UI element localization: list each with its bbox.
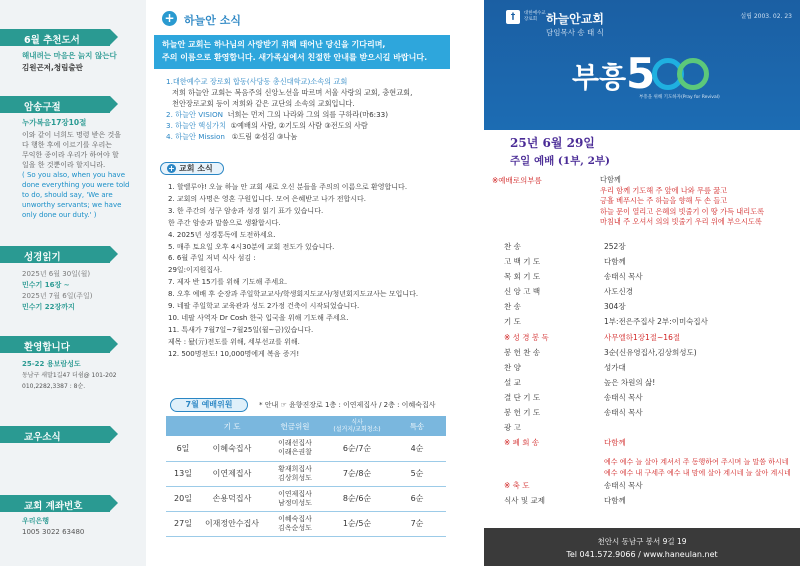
table-cell: 4순 <box>388 436 446 461</box>
table-cell: 7순 <box>388 511 446 536</box>
order-value: 높은 차원의 삶! <box>604 377 656 387</box>
table-row <box>166 486 446 511</box>
order-label: 목 회 기 도 <box>504 272 541 282</box>
welcome-line-1: 하늘안 교회는 하나님의 사랑받기 위해 태어난 당신을 기다리며, <box>162 40 386 49</box>
order-label: ※ 축 도 <box>504 481 530 490</box>
welcome-line-2: 주의 이름으로 환영합니다. 새가족실에서 친절한 안내를 받으시길 바랍니다. <box>162 53 428 62</box>
order-label: 찬 양 <box>504 362 521 372</box>
table-cell: 1순/5순 <box>326 511 388 536</box>
hymn-line: 예수 예수 내 구세주 예수 내 맘에 살아 계시네 늘 살아 계시네 <box>604 468 791 477</box>
reading-start-date: 2025년 6월 30일(월) <box>22 270 91 278</box>
order-of-worship <box>492 239 792 450</box>
closing-hymn-text <box>604 457 796 478</box>
memory-verse-en-2: done everything you were told <box>22 181 130 189</box>
order-value: 다함께 <box>604 496 626 506</box>
memory-verse-ko-1: 이와 같이 너희도 명령 받은 것을 <box>22 131 122 139</box>
member-news-title: 교우소식 <box>0 426 110 443</box>
church-news-title: 교회 소식 <box>179 164 213 173</box>
news-item: 7. 제자 반 15기를 위해 기도해 주세요. <box>168 278 288 287</box>
news-item: 12. 500명전도! 10,000명에게 복음 증거! <box>168 349 300 358</box>
vision-text: 너희는 먼저 그의 나라와 그의 의를 구하라(마6:33) <box>227 110 389 119</box>
values-text: ①예배의 사람, ②기도의 사람 ③전도의 사람 <box>230 121 368 130</box>
church-footer <box>484 528 800 566</box>
news-item: 5. 매주 토요일 오후 4시30분에 교회 전도가 있습니다. <box>168 242 335 251</box>
order-label: 봉 헌 기 도 <box>504 408 541 418</box>
denomination-line: 1.대한예수교 장로회 합동(사당동 총신대학교)소속의 교회 <box>166 77 348 86</box>
table-cell: 이연제집사 남정미성도 <box>264 486 326 511</box>
fellowship-row <box>492 493 792 508</box>
order-row <box>492 314 792 329</box>
left-sidebar <box>0 0 146 566</box>
table-cell: 6순 <box>388 486 446 511</box>
revival-subtitle: 부흥을 위해 기도하자(Pray for Revival) <box>639 95 720 100</box>
table-cell: 6일 <box>166 436 200 461</box>
order-label: 찬 송 <box>504 302 521 312</box>
news-item: 제목 : 돬(亓)전도를 위해, 세부선교를 위해. <box>168 337 300 346</box>
table-cell: 20일 <box>166 486 200 511</box>
table-cell: 황재희집사 김상희성도 <box>264 461 326 486</box>
account-number: 1005 3022 63480 <box>22 528 85 536</box>
news-item: 1. 할렐루야! 오늘 하늘 안 교회 새로 오신 분들을 주의의 이름으로 환영합니다. <box>168 183 408 191</box>
order-row <box>492 284 792 299</box>
table-row <box>166 436 446 461</box>
call-line: 마침내 주 오셔서 의의 빗줄기 우리 위에 부으시도록 <box>600 217 762 227</box>
table-cell: 이재정안수집사 <box>200 511 264 536</box>
recommended-book-title: 6월 추천도서 <box>0 29 110 46</box>
newcomer-name: 25-22 용보람성도 <box>22 360 81 368</box>
church-logo-icon: † <box>506 10 520 24</box>
order-value: 252장 <box>604 242 626 251</box>
newcomer-phone: 010,2282,3387 : 8순. <box>22 383 86 390</box>
order-row <box>492 330 792 345</box>
book-author: 김원곤저,청림출판 <box>22 63 83 72</box>
order-value: 송태식 목사 <box>604 272 643 282</box>
memory-verse-en-3: to do, should say, 'We are <box>22 191 113 199</box>
call-line: 하늘 문이 열리고 은혜의 빗줄기 이 땅 가득 내리도록 <box>600 206 765 216</box>
order-row <box>492 435 792 450</box>
table-cell: 13일 <box>166 461 200 486</box>
col-header: 특송 <box>388 416 446 436</box>
order-row <box>492 254 792 269</box>
mission-text: ①드림 ②섬김 ③나눔 <box>231 132 298 141</box>
memory-verse-en-4: unworthy servants; we have <box>22 201 122 209</box>
news-item: 6. 6월 주일 저녁 식사 섬김 : <box>168 254 256 263</box>
table-cell: 6순/7순 <box>326 436 388 461</box>
order-row <box>492 345 792 360</box>
church-info <box>166 76 476 142</box>
table-cell: 5순 <box>388 461 446 486</box>
order-value: 송태식 목사 <box>604 481 643 490</box>
call-to-worship-label: ※예배로의부름 <box>492 176 542 185</box>
call-line: 우리 함께 기도해 주 앞에 나와 무릎 꿇고 <box>600 185 728 195</box>
zero-ring-icon <box>677 58 709 90</box>
church-address: 천안시 동남구 봉서 9길 19 <box>597 537 687 546</box>
table-cell: 이래선집사 이래은권찰 <box>264 436 326 461</box>
order-value: 다함께 <box>604 257 626 267</box>
worship-roster-table <box>166 416 446 537</box>
col-header: 기 도 <box>200 416 264 436</box>
denomination-small: 대한예수교 장로회 <box>524 11 546 22</box>
closing-order <box>492 478 792 508</box>
revival-number: 5 <box>626 49 654 98</box>
order-row <box>492 420 792 435</box>
welcome-title: 환영합니다 <box>0 336 110 353</box>
denomination-desc-2: 천안장로교회 등이 저희와 같은 교단의 소속의 교회입니다. <box>172 99 355 108</box>
roster-title: 7월 예배위원 <box>170 398 248 412</box>
news-item: 29일:이지원집사. <box>168 266 223 275</box>
reading-end-date: 2025년 7월 6일(주일) <box>22 292 93 300</box>
reading-start-chapter: 민수기 16장 ~ <box>22 281 70 289</box>
church-name: 하늘안교회 <box>546 12 604 26</box>
order-label: 설 교 <box>504 377 521 387</box>
table-row <box>166 511 446 536</box>
order-row <box>492 390 792 405</box>
table-cell: 27일 <box>166 511 200 536</box>
memory-verse-ko-2: 다 행한 후에 이르기를 우리는 <box>22 141 113 149</box>
memory-verse-title: 암송구절 <box>0 96 110 113</box>
denomination-desc-1: 저희 하늘안 교회는 복음주의 신앙노선을 따르며 서울 사랑의 교회, 충현교회, <box>172 88 413 97</box>
book-title: 해내려는 마음은 늙지 않는다 <box>22 51 117 60</box>
call-first-line: 다함께 <box>600 175 621 184</box>
values-label: 3. 하늘안 핵심가치 <box>166 121 227 130</box>
news-item: 한 주간 암송과 말씀으로 생활합시다. <box>168 218 281 227</box>
order-row <box>492 405 792 420</box>
table-cell: 이혜숙집사 김옥순성도 <box>264 511 326 536</box>
service-date: 25년 6월 29일 <box>510 136 595 150</box>
table-cell: 8순/6순 <box>326 486 388 511</box>
table-cell: 7순/8순 <box>326 461 388 486</box>
news-item: 10. 네팔 사역자 Dr Cosh 한국 입국을 위해 기도해 주세요. <box>168 313 349 322</box>
order-value: 다함께 <box>604 438 626 448</box>
call-to-worship-text <box>600 175 796 228</box>
order-row <box>492 375 792 390</box>
table-header-row <box>166 416 446 436</box>
order-label: ※ 폐 회 송 <box>504 438 540 448</box>
cover-header <box>484 0 800 130</box>
order-value: 304장 <box>604 302 626 312</box>
order-label: 신 앙 고 백 <box>504 287 541 297</box>
benediction-row <box>492 478 792 493</box>
news-item: 8. 오후 예배 후 순장과 주일학교교사/학생회지도교사/청년회지도교사는 모입니다. <box>168 290 419 299</box>
order-label: ※ 성 경 봉 독 <box>504 332 549 342</box>
order-label: 결 단 기 도 <box>504 392 541 402</box>
service-name: 주일 예배 (1부, 2부) <box>510 155 611 167</box>
news-item: 9. 네팔 주일학교 교육관과 성도 2가정 건축이 시작되었습니다. <box>168 302 360 311</box>
order-label: 봉 헌 찬 송 <box>504 347 541 357</box>
pastor-name: 담임목사 송 태 식 <box>546 28 604 37</box>
reading-end-chapter: 민수기 22장까지 <box>22 303 75 311</box>
col-header: 헌금위원 <box>264 416 326 436</box>
account-title: 교회 계좌번호 <box>0 495 110 512</box>
welcome-banner <box>154 35 450 69</box>
founding-date: 설립 2003. 02. 23 <box>740 13 792 20</box>
vision-label: 2. 하늘안 VISION <box>166 110 224 119</box>
mission-label: 4. 하늘안 Mission <box>166 132 225 141</box>
news-heading: 하늘안 소식 <box>184 14 241 27</box>
order-row <box>492 269 792 284</box>
bank-name: 우리은행 <box>22 517 50 525</box>
memory-verse-en-5: only done our duty.' ) <box>22 211 97 219</box>
order-row <box>492 299 792 314</box>
call-line: 긍휼 베푸시는 주 하늘을 향해 두 손 들고 <box>600 196 728 206</box>
col-header <box>166 416 200 436</box>
order-label: 찬 송 <box>504 242 521 251</box>
order-label: 광 고 <box>504 423 521 433</box>
table-cell: 이연제집사 <box>200 461 264 486</box>
order-label: 기 도 <box>504 317 521 327</box>
col-header: 식사 (설거지/교회청소) <box>326 416 388 436</box>
memory-verse-en-1: ( So you also, when you have <box>22 171 126 179</box>
memory-verse-ref: 누가복음17장10절 <box>22 118 87 127</box>
news-item: 11. 특새가 7월7일~7월25일(월~금)있습니다. <box>168 325 314 334</box>
news-item: 2. 교회의 사명은 영혼 구원입니다. 모여 은혜받고 나가 전합시다. <box>168 194 366 203</box>
order-label: 고 백 기 도 <box>504 257 541 267</box>
revival-title: 부흥 <box>572 61 627 94</box>
order-value: 성가대 <box>604 362 626 372</box>
church-contact: Tel 041.572.9066 / www.haneulan.net <box>566 550 718 559</box>
plus-icon: + <box>168 164 175 173</box>
table-cell: 손용덕집사 <box>200 486 264 511</box>
memory-verse-ko-3: 무익한 종이라 우리가 하여야 할 <box>22 151 119 159</box>
order-value: 1부:전은주집사 2부:이미숙집사 <box>604 317 708 327</box>
order-value: 3순(신유영집사,김상희성도) <box>604 347 697 357</box>
order-value: 송태식 목사 <box>604 392 643 402</box>
cover-column <box>484 0 800 566</box>
order-row <box>492 239 792 254</box>
news-item: 3. 한 주간의 성구 암송과 성경 읽기 표가 있습니다. <box>168 206 324 215</box>
order-label: 식사 및 교제 <box>504 496 545 506</box>
roster-note: * 안내 ☞ 윤향진장로 1층 : 이연제집사 / 2층 : 이혜숙집사 <box>259 401 436 409</box>
order-value: 송태식 목사 <box>604 408 643 418</box>
table-cell: 이혜숙집사 <box>200 436 264 461</box>
bible-reading-title: 성경읽기 <box>0 246 110 263</box>
news-column <box>146 0 484 566</box>
hymn-line: 예수 예수 늘 살아 계셔서 주 동행하여 주시며 늘 말씀 하시네 <box>604 458 789 466</box>
newcomer-address: 동남구 새말1길47 더쉼@ 101-202 <box>22 372 117 379</box>
church-news-list <box>168 182 468 361</box>
order-row <box>492 360 792 375</box>
table-row <box>166 461 446 486</box>
order-value: 사도신경 <box>604 287 633 297</box>
plus-icon: + <box>162 11 177 26</box>
church-news-pill <box>160 162 224 175</box>
news-item: 4. 2025년 성경통독에 도전하세요. <box>168 230 276 239</box>
memory-verse-ko-4: 일을 한 것뿐이라 할지니라. <box>22 161 106 169</box>
order-value: 사무엘하1장1절~16절 <box>604 332 681 342</box>
